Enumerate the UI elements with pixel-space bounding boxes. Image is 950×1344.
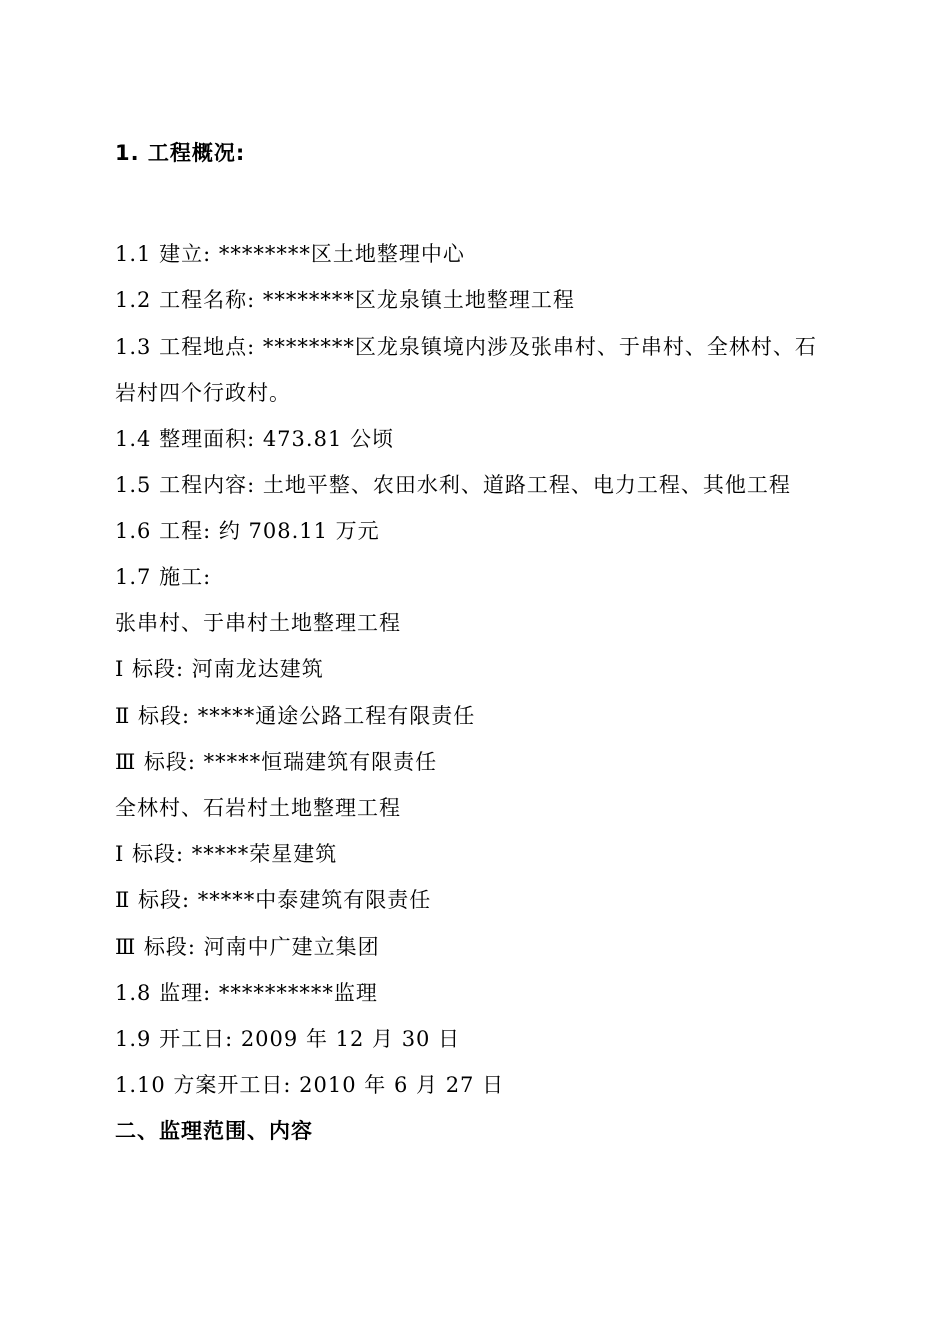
line-1-10-planned-start-date: 1.10 方案开工日: 2010 年 6 月 27 日 — [115, 1073, 505, 1097]
line-1-3-continuation: 岩村四个行政村。 — [115, 381, 291, 405]
section-2-title: 二、监理范围、内容 — [115, 1119, 313, 1143]
line-1-1-developer: 1.1 建立: ********区土地整理中心 — [115, 242, 465, 266]
line-project-group-2: 全林村、石岩村土地整理工程 — [115, 796, 401, 820]
line-1-7-construction: 1.7 施工: — [115, 565, 212, 589]
line-1-2-project-name: 1.2 工程名称: ********区龙泉镇土地整理工程 — [115, 288, 575, 312]
line-1-3-project-location: 1.3 工程地点: ********区龙泉镇境内涉及张串村、于串村、全林村、石 — [115, 335, 817, 359]
line-1-9-start-date: 1.9 开工日: 2009 年 12 月 30 日 — [115, 1027, 461, 1051]
line-1-8-supervision: 1.8 监理: **********监理 — [115, 981, 378, 1005]
line-group-1-section-2: Ⅱ 标段: *****通途公路工程有限责任 — [115, 704, 476, 728]
line-group-2-section-2: Ⅱ 标段: *****中泰建筑有限责任 — [115, 888, 432, 912]
line-group-1-section-1: Ⅰ 标段: 河南龙达建筑 — [115, 657, 324, 681]
line-1-6-cost: 1.6 工程: 约 708.11 万元 — [115, 519, 380, 543]
line-group-2-section-1: Ⅰ 标段: *****荣星建筑 — [115, 842, 338, 866]
line-group-1-section-3: Ⅲ 标段: *****恒瑞建筑有限责任 — [115, 750, 438, 774]
line-group-2-section-3: Ⅲ 标段: 河南中广建立集团 — [115, 935, 380, 959]
section-1-title: 1. 工程概况: — [115, 141, 246, 165]
line-project-group-1: 张串村、于串村土地整理工程 — [115, 611, 401, 635]
line-1-5-content: 1.5 工程内容: 土地平整、农田水利、道路工程、电力工程、其他工程 — [115, 473, 791, 497]
line-1-4-area: 1.4 整理面积: 473.81 公顷 — [115, 427, 394, 451]
